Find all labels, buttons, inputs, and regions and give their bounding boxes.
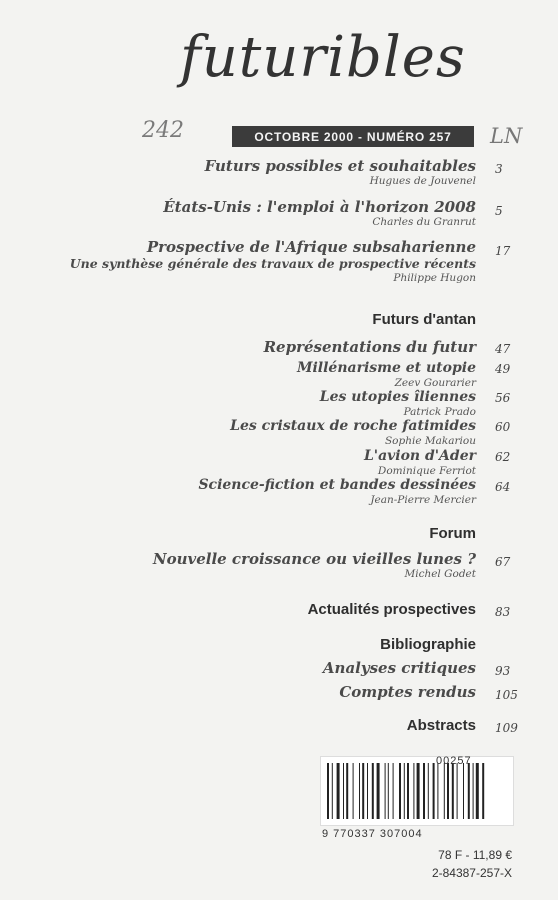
barcode-bar [372, 763, 374, 819]
barcode-bar [359, 763, 360, 819]
toc-section-heading: Bibliographie [380, 636, 476, 653]
toc-section-heading: Futurs d'antan [372, 311, 476, 328]
toc-entry-author: Charles du Granrut [372, 216, 476, 228]
toc-page-number: 3 [495, 162, 503, 176]
barcode-bar [404, 763, 405, 819]
barcode-bar [476, 763, 479, 819]
toc-entry-title: Science-fiction et bandes dessinées [198, 477, 476, 493]
toc-entry [198, 477, 476, 507]
toc-page-number: 60 [495, 420, 511, 434]
barcode-bar [452, 763, 454, 819]
barcode [320, 756, 514, 826]
toc-entry-title: Les cristaux de roche fatimides [230, 418, 476, 434]
toc-entry-title: Comptes rendus [339, 683, 476, 701]
toc-page-number: 17 [495, 244, 511, 258]
barcode-bar [457, 763, 458, 819]
toc-entry-title: États-Unis : l'emploi à l'horizon 2008 [163, 198, 476, 216]
barcode-bar [444, 763, 445, 819]
toc-entry [264, 339, 476, 356]
toc-entry-title: Nouvelle croissance ou vieilles lunes ? [152, 550, 476, 568]
toc-entry-title: Représentations du futur [263, 338, 476, 356]
handwritten-note-left: 242 [142, 118, 184, 143]
barcode-bar [463, 763, 464, 819]
barcode-digits: 9 770337 307004 [322, 828, 423, 840]
barcode-bar [407, 763, 409, 819]
toc-entry-author: Dominique Ferriot [377, 465, 476, 477]
toc-page-number: 64 [495, 480, 511, 494]
barcode-bar [337, 763, 340, 819]
barcode-bar [367, 763, 368, 819]
barcode-bar [385, 763, 386, 819]
toc-entry [230, 418, 476, 448]
barcode-bar [433, 763, 435, 819]
toc-page-number: 47 [495, 342, 511, 356]
toc-entry [364, 448, 476, 478]
toc-page-number: 56 [495, 391, 511, 405]
toc-page-number: 67 [495, 555, 511, 569]
barcode-bar [423, 763, 425, 819]
barcode-bar [388, 763, 389, 819]
toc-entry-title: Analyses critiques [322, 659, 476, 677]
issue-banner [232, 126, 474, 147]
toc-entry-author: Patrick Prado [403, 406, 476, 418]
barcode-bar [437, 763, 438, 819]
barcode-bar [327, 763, 329, 819]
toc-page-number: 109 [495, 721, 518, 735]
toc-entry [205, 158, 476, 188]
toc-page-number: 83 [495, 605, 511, 619]
toc-entry-title: Millénarisme et utopie [296, 360, 476, 376]
toc-page-number: 105 [495, 688, 518, 702]
toc-page-number: 5 [495, 204, 503, 218]
toc-entry [320, 389, 476, 419]
toc-section-heading: Actualités prospectives [307, 601, 476, 618]
barcode-bar [362, 763, 364, 819]
toc-entry-author: Hugues de Jouvenel [369, 175, 476, 187]
toc-entry-title: Futurs possibles et souhaitables [204, 157, 476, 175]
barcode-bar [447, 763, 449, 819]
toc-entry-author: Zeev Gourarier [394, 377, 476, 389]
toc-entry-title: Les utopies îliennes [319, 389, 476, 405]
barcode-bar [353, 763, 354, 819]
barcode-bar [377, 763, 380, 819]
toc-section-heading: Abstracts [406, 717, 476, 734]
toc-entry-author: Sophie Makariou [384, 435, 476, 447]
toc-entry-subtitle: Une synthèse générale des travaux de prospective récents [69, 256, 476, 271]
toc-entry [70, 239, 476, 285]
toc-entry [297, 360, 476, 390]
toc-entry-title: L'avion d'Ader [363, 448, 476, 464]
barcode-bar [346, 763, 348, 819]
barcode-bar [428, 763, 429, 819]
price: 78 F - 11,89 € [438, 848, 512, 862]
barcode-bars [327, 763, 507, 819]
barcode-bar [417, 763, 420, 819]
toc-page-number: 62 [495, 450, 511, 464]
barcode-bar [332, 763, 333, 819]
toc-entry-author: Michel Godet [404, 568, 476, 580]
toc-entry [339, 684, 476, 701]
toc-entry [323, 660, 476, 677]
toc-page-number: 49 [495, 362, 511, 376]
toc-entry [153, 551, 476, 581]
barcode-bar [393, 763, 394, 819]
toc-entry-author: Jean-Pierre Mercier [370, 494, 476, 506]
barcode-addon-code: 00257 [436, 755, 472, 767]
toc-entry-author: Philippe Hugon [393, 272, 476, 284]
barcode-bar [473, 763, 474, 819]
issue-text: OCTOBRE 2000 - NUMÉRO 257 [254, 129, 452, 144]
toc-entry-title: Prospective de l'Afrique subsaharienne [146, 238, 476, 256]
barcode-bar [482, 763, 484, 819]
isbn: 2-84387-257-X [431, 866, 512, 880]
barcode-bar [468, 763, 470, 819]
toc-entry [163, 199, 476, 229]
barcode-bar [343, 763, 344, 819]
magazine-title: futuribles [180, 25, 466, 90]
barcode-bar [399, 763, 401, 819]
barcode-bar [413, 763, 414, 819]
toc-page-number: 93 [495, 664, 511, 678]
handwritten-note-right: LN [490, 124, 523, 148]
toc-section-heading: Forum [429, 525, 476, 542]
